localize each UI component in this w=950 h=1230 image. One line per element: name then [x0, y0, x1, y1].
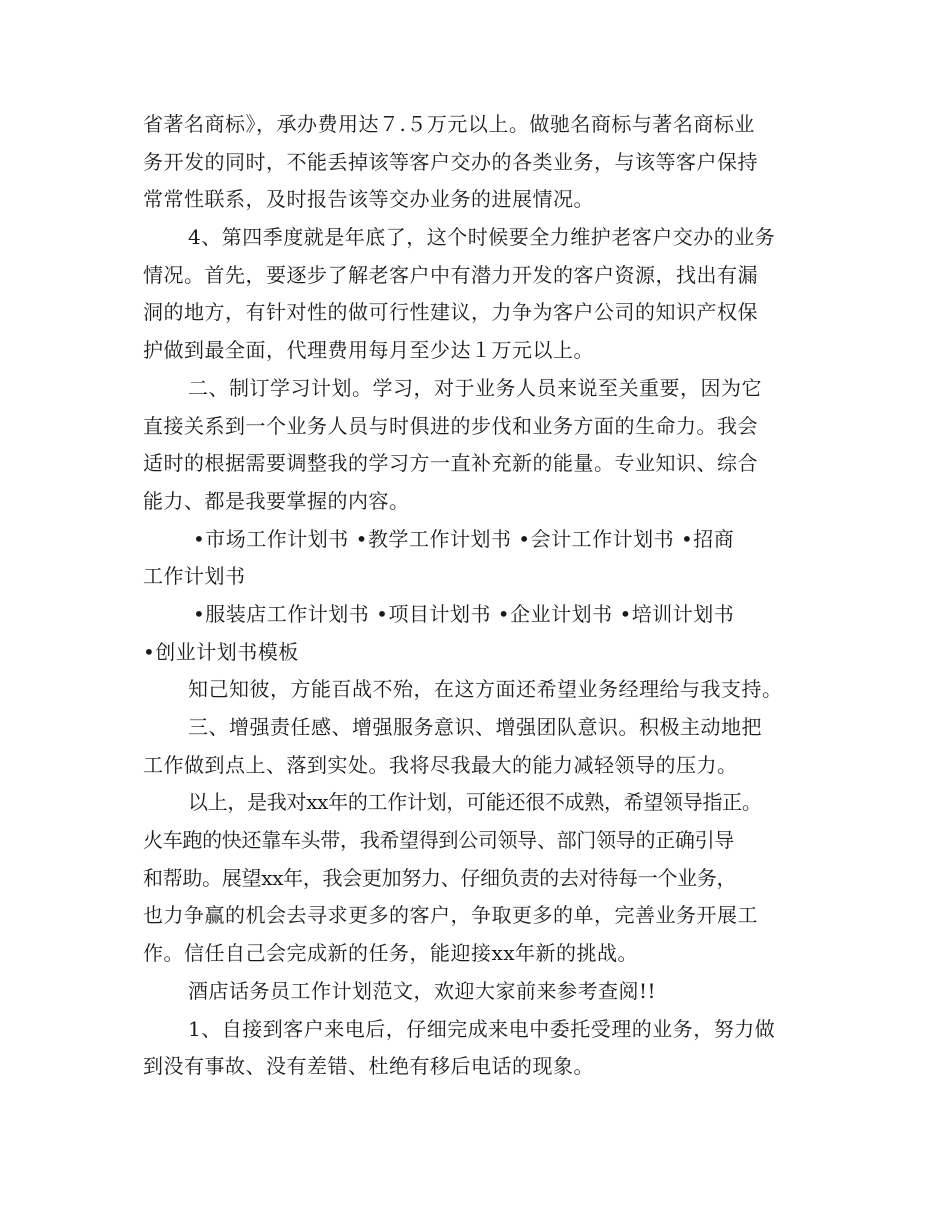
text-line: 常常性联系，及时报告该等交办业务的进展情况。 — [143, 187, 594, 212]
text-line: 到没有事故、没有差错、杜绝有移后电话的现象。 — [143, 1054, 594, 1079]
text-line: 务开发的同时，不能丢掉该等客户交办的各类业务，与该等客户保持 — [143, 149, 758, 174]
text-line: 护做到最全面，代理费用每月至少达１万元以上。 — [143, 338, 594, 363]
text-line: 直接关系到一个业务人员与时俱进的步伐和业务方面的生命力。我会 — [143, 413, 758, 438]
text-line: 洞的地方，有针对性的做可行性建议，力争为客户公司的知识产权保 — [143, 300, 758, 325]
text-line: 和帮助。展望xx年，我会更加努力、仔细负责的去对待每一个业务， — [143, 865, 737, 890]
text-line: 二、制订学习计划。学习，对于业务人员来说至关重要，因为它 — [188, 375, 762, 400]
text-line: 作。信任自己会完成新的任务，能迎接xx年新的挑战。 — [143, 941, 639, 966]
text-line: 适时的根据需要调整我的学习方一直补充新的能量。专业知识、综合 — [143, 451, 758, 476]
link-list-line[interactable]: •创业计划书模板 — [143, 639, 299, 664]
text-line: 知己知彼，方能百战不殆，在这方面还希望业务经理给与我支持。 — [188, 677, 783, 702]
link-list-line[interactable]: •市场工作计划书 •教学工作计划书 •会计工作计划书 •招商 — [193, 526, 735, 551]
text-line: 情况。首先，要逐步了解老客户中有潜力开发的客户资源，找出有漏 — [143, 262, 758, 287]
text-line: 也力争赢的机会去寻求更多的客户，争取更多的单，完善业务开展工 — [143, 903, 758, 928]
text-line: 三、增强责任感、增强服务意识、增强团队意识。积极主动地把 — [188, 715, 762, 739]
text-line: 以上，是我对xx年的工作计划，可能还很不成熟，希望领导指正。 — [188, 790, 762, 815]
text-line: 工作做到点上、落到实处。我将尽我最大的能力减轻领导的压力。 — [143, 752, 738, 777]
link-list-line[interactable]: 工作计划书 — [143, 564, 246, 589]
document-body — [143, 106, 823, 1086]
text-line: 酒店话务员工作计划范文，欢迎大家前来参考查阅!! — [188, 978, 657, 1003]
link-list-line[interactable]: •服装店工作计划书 •项目计划书 •企业计划书 •培训计划书 — [193, 601, 735, 626]
text-line: 能力、都是我要掌握的内容。 — [143, 488, 410, 513]
text-line: 1、自接到客户来电后，仔细完成来电中委托受理的业务，努力做 — [188, 1016, 776, 1041]
text-line: 火车跑的快还靠车头带，我希望得到公司领导、部门领导的正确引导 — [143, 828, 734, 853]
text-line: 省著名商标》，承办费用达７.５万元以上。做驰名商标与著名商标业 — [143, 112, 755, 136]
text-line: 4、第四季度就是年底了，这个时候要全力维护老客户交办的业务 — [188, 225, 776, 250]
